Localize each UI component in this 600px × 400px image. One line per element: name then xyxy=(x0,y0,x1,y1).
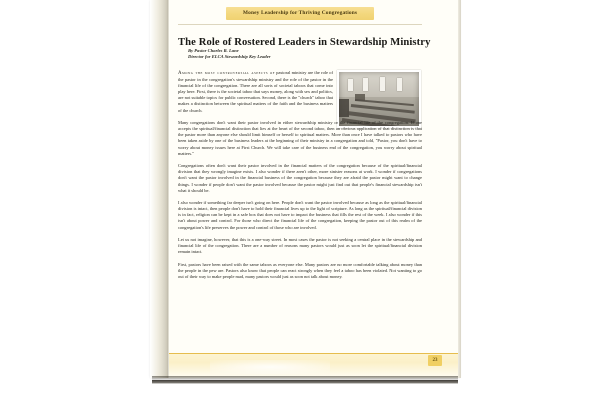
article-byline xyxy=(188,48,428,61)
paragraph-6: First, pastors have been raised with the same taboos as everyone else. Many pastors are no more comfortable talking about money than the people in the pew are. Pastors also know that people can react strongly when they feel a taboo has been violated. Not wanting to go out of their way to make people mad, many pastors would just as soon not talk about money. xyxy=(178,261,422,280)
paragraph-4: I also wonder if something far deeper isn't going on here. People don't want the pastor involved because as long as the spiritual/financial division is intact, then people don't have to hold their financial lives up to the light of scripture. As long as the spiritual/financial division is in fact, religion can be kept in a safe box that does not have to impact the business that fills the rest of the week. I also wonder if this isn't about power and control. For those who direct the financial life of the congregation, keeping the pastor out of this realm of the congregation's life preserves the power and control of those who are involved. xyxy=(178,200,422,230)
footer-highlight xyxy=(210,360,330,374)
page-number-badge xyxy=(428,355,442,366)
lead-smallcaps-opening: Among the most controversial aspects of xyxy=(178,71,275,76)
header-divider-rule xyxy=(178,24,422,25)
page-number: 23 xyxy=(432,358,438,363)
page-outer-edge xyxy=(458,0,461,378)
running-head-text: Money Leadership for Thriving Congregations xyxy=(242,10,358,16)
byline-title: Director for ELCA Stewardship Key Leader xyxy=(188,54,271,60)
lead-paragraph-rest: pastoral ministry are the role of the pastor in the congregation's stewardship ministry and the role of the pastor in the financial life of the congregation. There are all sorts of societal taboos that come into play here. First, there is the societal taboo that says money, along with sex and politics, are not suitable topics for public conversation. Second, there is the "church" taboo that makes a distinction between the spiritual matters of the faith and the business matters of the church. xyxy=(178,70,333,113)
paragraph-2: Many congregations don't want their pastor involved in either stewardship ministry or the financial life of the congregation. If one accepts the spiritual/financial distinction that lies at the heart of the second taboo, then an obvious application of that distinction is that the pastor more than anyone else should limit himself or herself to spiritual matters. More than once I have talked to pastors who have been taken aside by one of the business leaders at the beginning of their ministry in a congregation and told, "Pastor, you don't have to worry about money issues here at First Church. We will take care of the business end of the congregation, you worry about spiritual matters." xyxy=(178,120,422,156)
paragraph-3: Congregations often don't want their pastor involved in the financial matters of the congregation because of the spiritual/financial division that they wrongly imagine exists. I also wonder if there aren't other, more sinister reasons at work. I wonder if congregations don't want the pastor involved in the financial business of the congregation because they are afraid the pastor might want to change things. I wonder if people don't want the pastor involved because the pastor might just find out that people's financial stewardship isn't what it should be. xyxy=(178,163,422,193)
page-binding-edge xyxy=(167,0,169,378)
surface-below-page xyxy=(152,380,458,384)
paragraph-5: Let us not imagine, however, that this is a one-way street. In most cases the pastor is not seeking a central place in the stewardship and financial life of the congregation. There are a number of reasons many pastors would just as soon let the spiritual/financial division remain intact. xyxy=(178,237,422,255)
page-binding-gutter xyxy=(150,0,168,378)
paragraph-lead xyxy=(178,70,333,114)
article-headline: The Role of Rostered Leaders in Stewardship Ministry xyxy=(178,37,431,49)
byline-author: By Pastor Charles R. Lane xyxy=(188,48,239,53)
running-head-banner xyxy=(226,7,374,20)
article-body-column xyxy=(178,70,422,287)
